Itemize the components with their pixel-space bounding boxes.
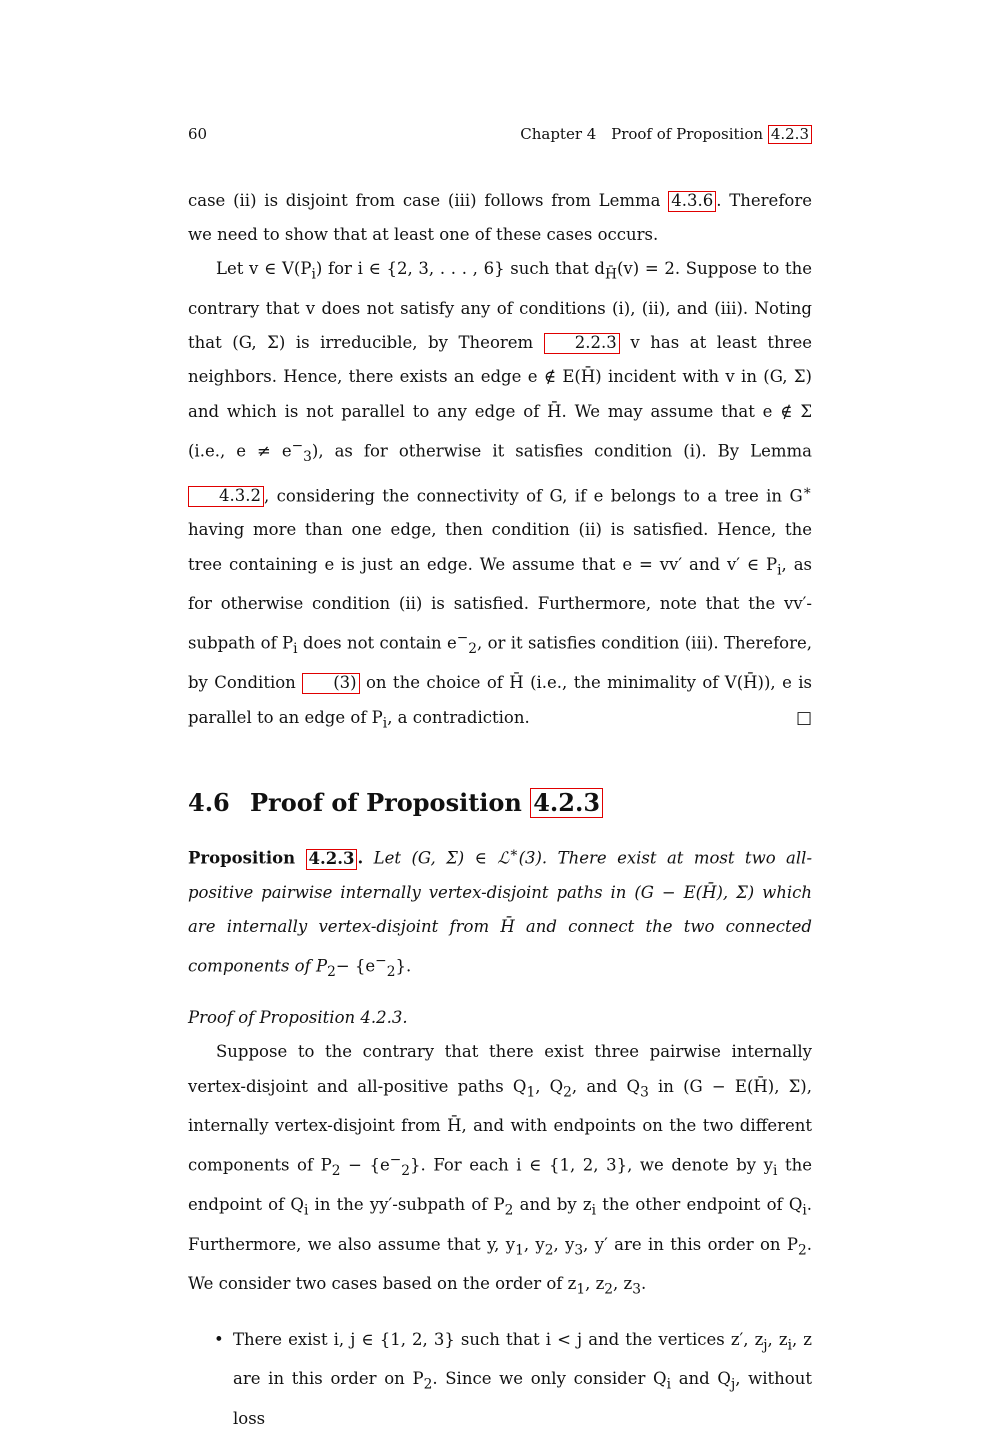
superscript: −: [291, 437, 304, 454]
paragraph-1: [188, 184, 812, 252]
superscript: −: [456, 630, 469, 647]
subscript: 3: [640, 1083, 649, 1100]
text: . Since we only consider Q: [432, 1369, 667, 1389]
subscript: j: [763, 1337, 768, 1354]
text: (3). There exist at most two all-positive pairwise internally vertex-disjoint paths in (G − E(H̄), Σ) which are internally vertex-disjoint from H̄ and connect the two connected components of P: [188, 848, 813, 976]
text: , z: [613, 1274, 633, 1294]
subscript: 2: [331, 1163, 341, 1180]
subscript: i: [772, 1163, 778, 1180]
text: and Q: [678, 1369, 731, 1389]
text: , or it satisfies condition (iii). Therefore, by Condition: [188, 633, 813, 693]
subscript: 2: [401, 1163, 411, 1180]
subscript: i: [311, 266, 316, 283]
text: case (ii) is disjoint from case (iii) follows from Lemma: [188, 191, 661, 210]
text: the other endpoint of Q: [602, 1195, 803, 1215]
proof-heading: Proof of Proposition 4.2.3.: [188, 1008, 408, 1028]
subscript: 3: [574, 1242, 584, 1259]
subscript: 2: [468, 641, 478, 658]
text: , z: [767, 1329, 788, 1349]
subscript: i: [787, 1337, 792, 1354]
text: Let v ∈ V(P: [216, 259, 312, 279]
text: in (G − E(H̄), Σ), internally vertex-disjoint from H̄, and with endpoints on the two different components of P: [188, 1076, 812, 1175]
running-header: [520, 125, 812, 144]
condition-3-link[interactable]: (3): [302, 673, 359, 694]
page-body: [188, 184, 812, 1436]
text: , y: [523, 1234, 545, 1254]
text: ), as for otherwise it satisfies condition (i). By Lemma: [311, 441, 812, 461]
running-title: Proof of Proposition: [611, 125, 764, 143]
section-title: Proof of Proposition: [250, 788, 522, 818]
text: , and Q: [571, 1076, 641, 1096]
subscript: 1: [526, 1083, 536, 1100]
subscript: i: [666, 1376, 671, 1393]
text: , a contradiction.: [387, 707, 530, 727]
subscript: 3: [632, 1281, 641, 1298]
subscript: 1: [515, 1242, 524, 1259]
text: on the choice of H̄ (i.e., the minimality of V(H̄)), e is parallel to an edge of P: [188, 673, 812, 727]
subscript: i: [777, 561, 782, 578]
subscript: 2: [563, 1083, 572, 1100]
text: There exist i, j ∈ {1, 2, 3} such that i < j and the vertices z′, z: [233, 1329, 764, 1349]
text: }. For each i ∈ {1, 2, 3}, we denote by y: [410, 1155, 773, 1175]
text: − {e: [335, 956, 376, 976]
text: . Furthermore, we also assume that y, y: [188, 1195, 813, 1254]
text: , y′ are in this order on P: [583, 1234, 799, 1254]
text: − {e: [348, 1155, 390, 1175]
bullet-icon: •: [214, 1329, 224, 1349]
subscript: 2: [544, 1242, 554, 1259]
subscript: 2: [327, 963, 336, 980]
subscript: i: [293, 641, 298, 658]
subscript: 2: [386, 963, 396, 980]
proposition-statement: Proposition 4.2.3 . Let (G, Σ) ∈ ℒ∗(3). There exist at most two all-positive pairwise internally vertex-disjoint paths in (G − E(H̄), Σ) which are internally vertex-disjoint from H̄ and connect the two connected components of $P_2- \{e^-_2\}$.: [188, 845, 813, 980]
text: v has at least three neighbors. Hence, there exists an edge e ∉ E(H̄) incident with v in (G, Σ) and which is not parallel to any edge of H̄. We may assume that e ∉ Σ (i.e., e ≠ e: [188, 333, 812, 461]
superscript: −: [375, 953, 387, 970]
bullet-text: [233, 1323, 812, 1436]
text: , considering the connectivity of G, if e belongs to a tree in G: [263, 486, 803, 506]
text: . Therefore we need to show that at least one of these cases occurs.: [188, 191, 813, 245]
lemma-432-link[interactable]: 4.3.2: [188, 486, 264, 507]
text: Let (G, Σ) ∈ ℒ: [373, 848, 510, 868]
text: having more than one edge, then condition (ii) is satisfied. Hence, the tree containing e is just an edge. We assume that e = vv′ and v′ ∈ P: [188, 520, 812, 574]
text: (v) = 2. Suppose to the contrary that v does not satisfy any of conditions (i), (ii), and (iii). Noting that (G, Σ) is irreducible, by Theorem: [188, 259, 813, 353]
text: ) for i ∈ {2, 3, . . . , 6} such that d: [315, 259, 605, 279]
text: , z are in this order on P: [233, 1329, 812, 1389]
superscript: ∗: [509, 845, 519, 862]
page-number: 60: [188, 125, 208, 143]
section-ref-link[interactable]: 4.2.3: [530, 788, 603, 818]
text: , as for otherwise condition (ii) is satisfied. Furthermore, note that the vv′-subpath of P: [188, 554, 812, 653]
subscript: 2: [798, 1242, 807, 1259]
proposition-ref-link[interactable]: 4.2.3: [306, 849, 358, 870]
subscript: 2: [504, 1202, 514, 1219]
text: . We consider two cases based on the order of z: [188, 1234, 813, 1294]
lemma-436-link[interactable]: 4.3.6: [668, 191, 716, 212]
subscript: i: [591, 1202, 596, 1219]
text: and by z: [519, 1195, 592, 1215]
list-item: [188, 1323, 812, 1436]
text: , y: [553, 1234, 575, 1254]
subscript: i: [802, 1202, 807, 1219]
section-heading: [188, 786, 812, 820]
subscript: H̄: [604, 266, 617, 283]
text: , Q: [535, 1076, 564, 1096]
section-number: 4.6: [188, 788, 230, 818]
subscript: i: [382, 714, 388, 731]
text: , z: [585, 1274, 605, 1294]
text: }.: [395, 956, 412, 976]
subscript: 2: [604, 1281, 614, 1298]
chapter-label: Chapter 4: [520, 125, 597, 143]
theorem-223-link[interactable]: 2.2.3: [544, 333, 620, 354]
subscript: 2: [423, 1376, 433, 1393]
subscript: i: [303, 1202, 309, 1219]
text: in the yy′-subpath of P: [314, 1195, 505, 1215]
subscript: 3: [303, 448, 312, 465]
superscript: −: [389, 1152, 402, 1169]
superscript: ∗: [802, 482, 812, 499]
subscript: 1: [576, 1281, 586, 1298]
proposition-label: Proposition: [188, 848, 296, 868]
subscript: j: [730, 1376, 736, 1393]
text: .: [640, 1274, 647, 1294]
qed-symbol: □: [795, 707, 812, 728]
text: the endpoint of Q: [188, 1155, 812, 1215]
text: Suppose to the contrary that there exist three pairwise internally vertex-disjoint and all-positive paths Q: [188, 1042, 812, 1096]
header-ref-link[interactable]: 4.2.3: [768, 125, 812, 144]
paragraph-3: [188, 1035, 812, 1306]
text: does not contain e: [302, 633, 457, 653]
text: , without loss: [233, 1369, 812, 1428]
paragraph-2: [188, 252, 812, 740]
